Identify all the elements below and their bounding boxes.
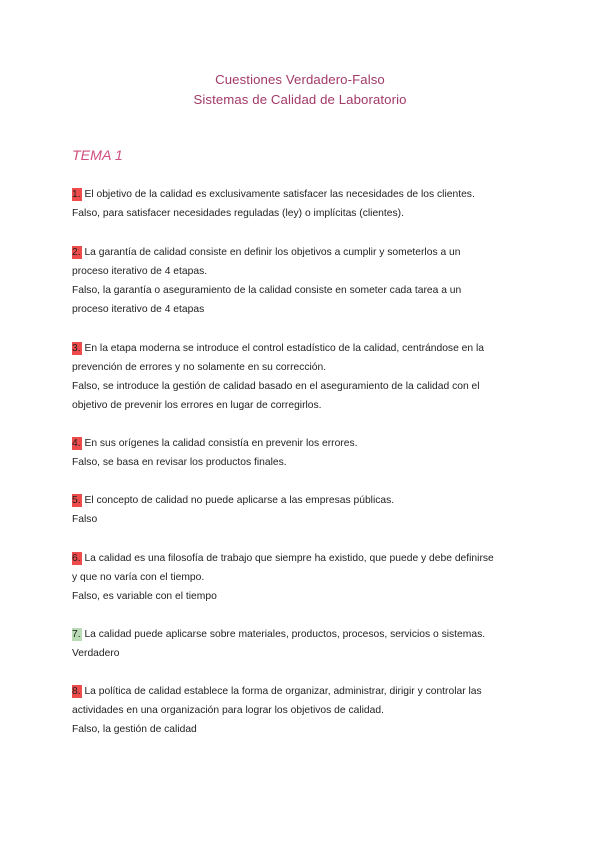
question-text: En la etapa moderna se introduce el control estadístico de la calidad, centrándose en la: [81, 343, 484, 354]
question-number-badge: 4.: [72, 438, 81, 449]
question-line: [72, 434, 532, 453]
answer-line: Verdadero: [72, 648, 120, 659]
question-line: proceso iterativo de 4 etapas.: [72, 266, 208, 277]
question-block: [72, 339, 532, 415]
question-number-badge: 7.: [72, 629, 81, 640]
question-line: actividades en una organización para lograr los objetivos de calidad.: [72, 705, 384, 716]
answer-line: objetivo de prevenir los errores en lugar de corregirlos.: [72, 400, 322, 411]
question-block: [72, 625, 532, 663]
question-block: [72, 491, 532, 529]
question-block: [72, 185, 532, 223]
question-block: [72, 682, 532, 739]
answer-line: proceso iterativo de 4 etapas: [72, 304, 205, 315]
question-block: [72, 549, 532, 606]
document-title-line-1: Cuestiones Verdadero-Falso: [215, 72, 385, 87]
question-text: El concepto de calidad no puede aplicarse a las empresas públicas.: [81, 495, 395, 506]
section-title: TEMA 1: [72, 148, 123, 164]
answer-line: Falso, se introduce la gestión de calidad basado en el aseguramiento de la calidad con el: [72, 381, 480, 392]
question-number-badge: 2.: [72, 247, 81, 258]
question-number-badge: 1.: [72, 189, 81, 200]
answer-line: Falso, para satisfacer necesidades reguladas (ley) o implícitas (clientes).: [72, 208, 404, 219]
answer-line: Falso, se basa en revisar los productos finales.: [72, 457, 287, 468]
question-line: prevención de errores y no solamente en su corrección.: [72, 362, 327, 373]
question-line: [72, 491, 532, 510]
answer-line: Falso, la gestión de calidad: [72, 724, 197, 735]
question-number-badge: 5.: [72, 495, 81, 506]
document-title-line-2: Sistemas de Calidad de Laboratorio: [193, 92, 407, 107]
question-line: [72, 185, 532, 204]
question-line: [72, 682, 532, 701]
question-text: La calidad es una filosofía de trabajo que siempre ha existido, que puede y debe definirse: [81, 553, 494, 564]
question-block: [72, 243, 532, 319]
question-line: [72, 549, 532, 568]
document-title: [0, 70, 600, 110]
question-text: La garantía de calidad consiste en definir los objetivos a cumplir y someterlos a un: [81, 247, 461, 258]
question-number-badge: 8.: [72, 686, 81, 697]
question-block: [72, 434, 532, 472]
question-line: [72, 243, 532, 262]
answer-line: Falso: [72, 514, 98, 525]
question-text: En sus orígenes la calidad consistía en prevenir los errores.: [81, 438, 358, 449]
question-text: La política de calidad establece la forma de organizar, administrar, dirigir y controlar las: [81, 686, 482, 697]
question-line: [72, 339, 532, 358]
question-line: [72, 625, 532, 644]
question-text: El objetivo de la calidad es exclusivamente satisfacer las necesidades de los clientes.: [81, 189, 475, 200]
question-number-badge: 3.: [72, 343, 81, 354]
answer-line: Falso, es variable con el tiempo: [72, 591, 217, 602]
question-text: La calidad puede aplicarse sobre materiales, productos, procesos, servicios o sistemas.: [81, 629, 486, 640]
question-number-badge: 6.: [72, 553, 81, 564]
question-line: y que no varía con el tiempo.: [72, 572, 205, 583]
answer-line: Falso, la garantía o aseguramiento de la calidad consiste en someter cada tarea a un: [72, 285, 462, 296]
